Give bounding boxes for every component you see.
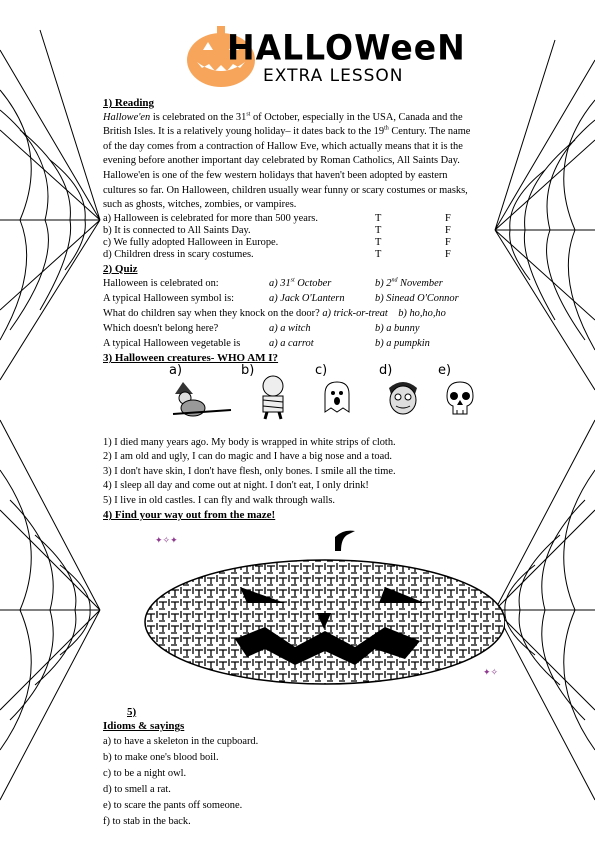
spider-web-left-bottom — [0, 400, 105, 820]
true-option[interactable]: T — [375, 237, 382, 249]
creature-pictures — [103, 362, 493, 436]
quiz-option-a[interactable]: a) a witch — [269, 323, 311, 335]
reading-heading: 1) Reading — [103, 97, 155, 109]
vampire-icon — [385, 378, 421, 418]
reading-line: Hallowe'en is one of the few western holidays that haven't been adopted by eastern — [103, 169, 448, 181]
page-title: HALLOWeeN — [227, 27, 466, 68]
idioms-heading: Idioms & sayings — [103, 720, 185, 733]
spider-web-right-top — [490, 20, 595, 400]
quiz-row: A typical Halloween vegetable is a) a carrot b) a pumpkin — [103, 336, 493, 351]
true-false-list — [103, 213, 493, 262]
creatures-heading: 3) Halloween creatures- WHO AM I? — [103, 352, 279, 365]
quiz-row: What do children say when they knock on the door? a) trick-or-treat b) ho,ho,ho — [103, 308, 446, 320]
quiz-option-b[interactable]: b) Sinead O'Connor — [375, 293, 459, 305]
idiom: e) to scare the pants off someone. — [103, 800, 243, 812]
spider-web-right-bottom — [490, 400, 595, 820]
idiom: a) to have a skeleton in the cupboard. — [103, 736, 259, 748]
worksheet-content — [103, 96, 499, 830]
quiz-heading: 2) Quiz — [103, 262, 138, 275]
quiz-row: Which doesn't belong here? a) a witch b) a bunny — [103, 321, 493, 336]
spider-web-left-top — [0, 10, 105, 390]
reading-line: Hallowe'en is celebrated on the 31st of October, especially in the USA, Canada and the — [103, 111, 463, 123]
page-subtitle: EXTRA LESSON — [263, 66, 404, 86]
svg-text:✦✧✦: ✦✧✦ — [155, 535, 178, 546]
false-option[interactable]: F — [445, 249, 451, 261]
reading-line: such as ghosts, witches, zombies, or vampires. — [103, 199, 297, 211]
quiz-option-b[interactable]: b) ho,ho,ho — [398, 308, 446, 320]
clue: 1) I died many years ago. My body is wrapped in white strips of cloth. — [103, 436, 396, 448]
mummy-icon — [253, 374, 293, 420]
header — [185, 22, 466, 92]
clue: 3) I don't have skin, I don't have flesh, only bones. I smile all the time. — [103, 465, 396, 477]
idiom-list — [103, 734, 493, 830]
quiz-row: Halloween is celebrated on: a) 31st October b) 2nd November — [103, 276, 493, 291]
label-a: a) — [169, 362, 183, 378]
idiom: b) to make one's blood boil. — [103, 752, 219, 764]
tf-row: b) It is connected to All Saints Day. T F — [103, 225, 493, 237]
false-option[interactable]: F — [445, 224, 451, 236]
clue: 5) I live in old castles. I can fly and walk through walls. — [103, 494, 335, 506]
idiom: d) to smell a rat. — [103, 784, 171, 796]
idioms-number: 5) — [127, 705, 137, 718]
quiz-list — [103, 276, 493, 351]
true-option[interactable]: T — [375, 212, 382, 224]
false-option[interactable]: F — [445, 237, 451, 249]
label-b: b) — [241, 362, 255, 378]
false-option[interactable]: F — [445, 212, 451, 224]
quiz-option-a[interactable]: a) a carrot — [269, 338, 314, 350]
clue: 4) I sleep all day and come out at night. I don't eat, I only drink! — [103, 480, 369, 492]
clue: 2) I am old and ugly, I can do magic and I have a big nose and a toad. — [103, 451, 393, 463]
tf-row: d) Children dress in scary costumes. T F — [103, 249, 493, 261]
tf-row: a) Halloween is celebrated for more than 500 years. T F — [103, 213, 493, 225]
idiom: f) to stab in the back. — [103, 816, 191, 828]
clue-list — [103, 436, 493, 509]
true-option[interactable]: T — [375, 224, 382, 236]
skull-icon — [443, 380, 477, 418]
quiz-option-b[interactable]: b) 2nd November — [375, 277, 443, 290]
label-e: e) — [438, 362, 452, 378]
label-d: d) — [379, 362, 393, 378]
quiz-option-a[interactable]: a) 31st October — [269, 277, 332, 290]
reading-line: cultures so far. On Halloween, children usually wear funny or scary costumes or masks, — [103, 184, 468, 196]
reading-line: of the day comes from a contraction of Hallow Eve, which actually means that it is the — [103, 140, 463, 152]
idiom: c) to be a night owl. — [103, 768, 187, 780]
reading-line: evening before another important day celebrated by Roman Catholics, All Saints Day. — [103, 155, 460, 167]
quiz-option-b[interactable]: b) a pumpkin — [375, 338, 430, 350]
quiz-option-b[interactable]: b) a bunny — [375, 323, 420, 335]
svg-text:✦✧: ✦✧ — [483, 667, 499, 678]
maze-area — [103, 523, 499, 693]
tf-row: c) We fully adopted Halloween in Europe. T F — [103, 237, 493, 249]
quiz-option-a[interactable]: a) Jack O'Lantern — [269, 293, 345, 305]
quiz-row: A typical Halloween symbol is: a) Jack O'Lantern b) Sinead O'Connor — [103, 291, 493, 306]
maze-heading: 4) Find your way out from the maze! — [103, 509, 276, 522]
quiz-option-a[interactable]: a) trick-or-treat — [322, 308, 388, 320]
pumpkin-maze[interactable] — [135, 527, 505, 693]
ghost-icon — [321, 380, 353, 414]
label-c: c) — [315, 362, 328, 378]
true-option[interactable]: T — [375, 249, 382, 261]
witch-icon — [163, 380, 233, 420]
reading-line: British Isles. It is a relatively young holiday– it dates back to the 19th Century. The name — [103, 125, 471, 138]
